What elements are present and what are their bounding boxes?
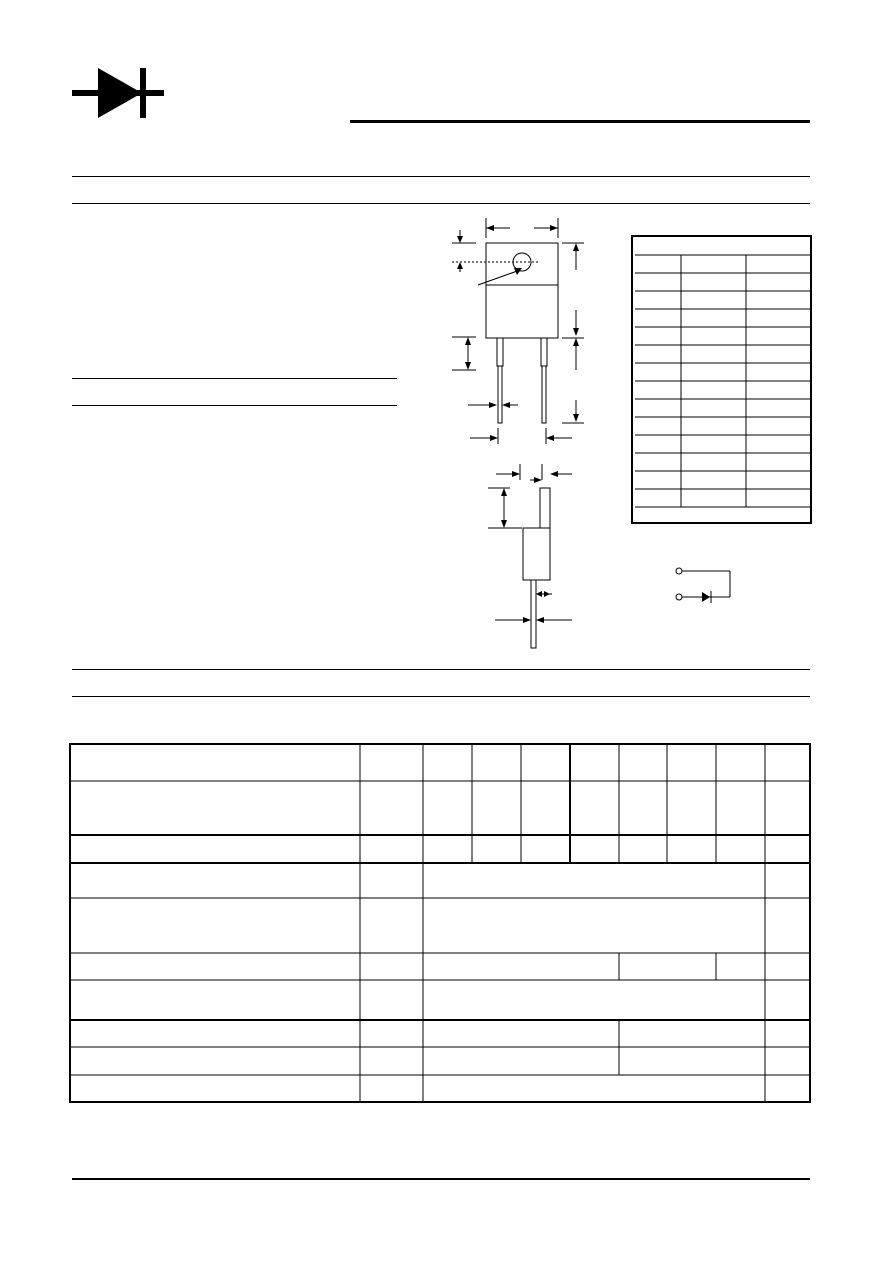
- diode-pin-schematic-icon: [672, 565, 742, 605]
- header-rule: [350, 120, 810, 123]
- package-outline-side: [480, 460, 580, 655]
- ratings-rule-top: [72, 669, 810, 670]
- footer-rule: [72, 1178, 810, 1180]
- mechanical-rule-top: [72, 378, 397, 379]
- ratings-table: [69, 743, 811, 1103]
- dimension-table: [631, 235, 812, 524]
- package-outline-front: [440, 210, 620, 450]
- section-rule-bottom: [72, 203, 810, 204]
- mechanical-rule-bottom: [72, 405, 397, 406]
- diode-symbol-icon: [72, 66, 164, 120]
- ratings-rule-bottom: [72, 696, 810, 697]
- section-rule-top: [72, 176, 810, 177]
